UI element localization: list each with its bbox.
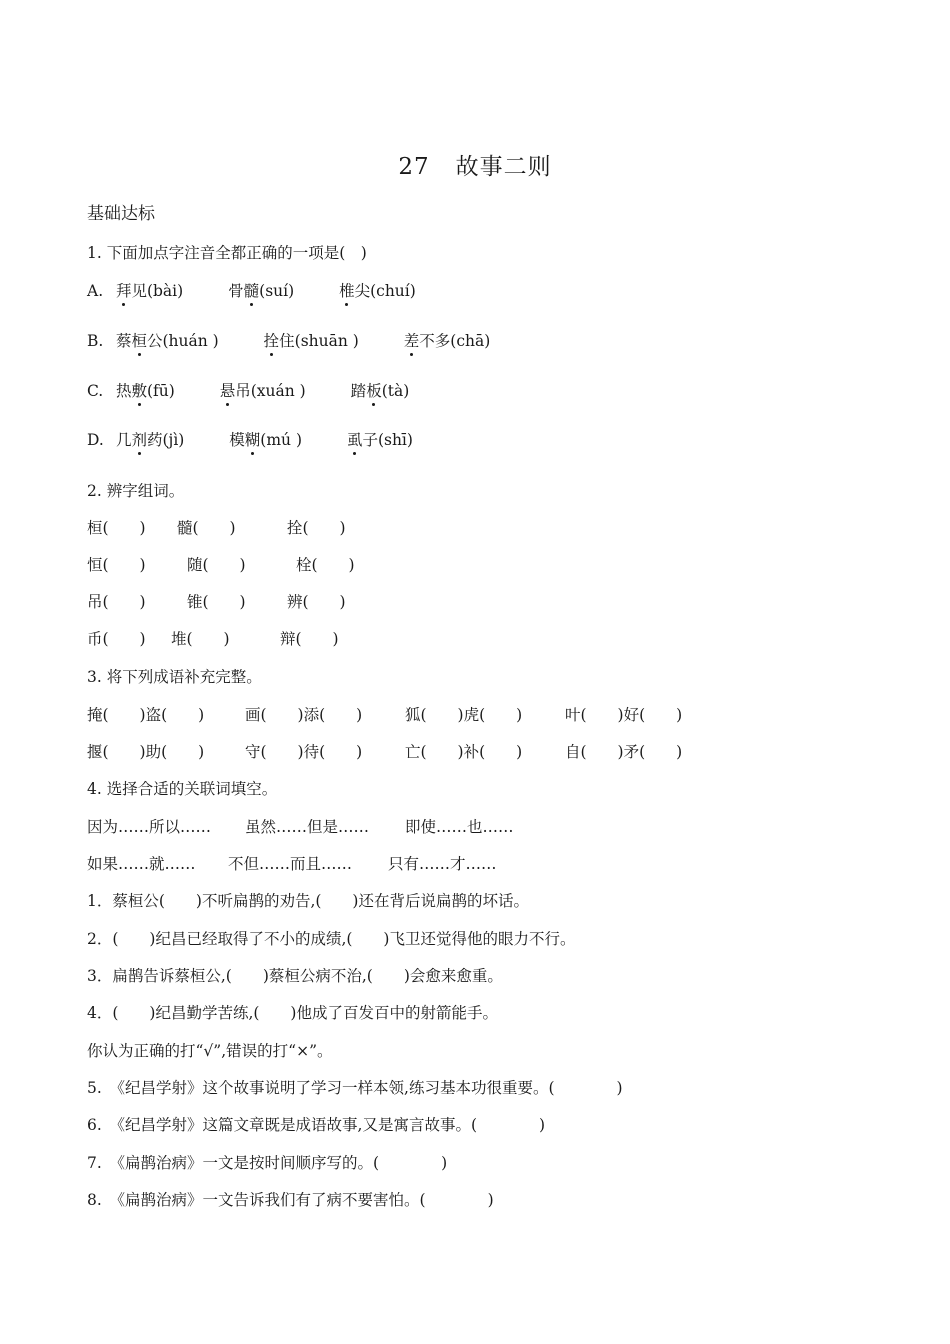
q3-stem: 3. 将下列成语补充完整。 [87, 668, 262, 686]
idiom-blank: 自( )矛( ) [565, 743, 683, 761]
option-item: 几剂药(jì) [115, 431, 185, 449]
option-label: B. [87, 332, 104, 350]
option-item: 骨髓(suí) [228, 282, 295, 300]
word-blank: 锥( ) [187, 593, 246, 611]
q2-stem: 2. 辨字组词。 [87, 482, 185, 500]
idiom-blank: 亡( )补( ) [405, 743, 523, 761]
q1-option-d [87, 429, 413, 451]
option-label: C. [87, 382, 104, 400]
judgement-item: 7. 《扁鹊治病》一文是按时间顺序写的。( ) [87, 1154, 448, 1172]
option-item: 拜见(bài) [115, 282, 184, 300]
idiom-blank: 狐( )虎( ) [405, 706, 523, 724]
idiom-blank: 画( )添( ) [245, 706, 363, 724]
conjunction-option: 如果……就…… [87, 855, 196, 873]
conjunction-option: 只有……才…… [388, 855, 497, 873]
idiom-blank: 叶( )好( ) [565, 706, 683, 724]
word-blank: 堆( ) [171, 630, 230, 648]
conjunction-option: 因为……所以…… [87, 818, 212, 836]
option-label: A. [87, 282, 104, 300]
conjunction-option: 即使……也…… [405, 818, 514, 836]
page-title [0, 148, 950, 181]
word-blank: 髓( ) [177, 519, 236, 537]
option-label: D. [87, 431, 104, 449]
q4-stem: 4. 选择合适的关联词填空。 [87, 780, 278, 798]
word-blank: 桓( ) [87, 519, 146, 537]
judgement-item: 6. 《纪昌学射》这篇文章既是成语故事,又是寓言故事。( ) [87, 1116, 546, 1134]
word-blank: 恒( ) [87, 556, 146, 574]
q1-option-a [87, 280, 416, 302]
idiom-blank: 揠( )助( ) [87, 743, 205, 761]
option-item: 模糊(mú ) [229, 431, 302, 449]
lesson-title: 故事二则 [455, 154, 552, 180]
word-blank: 币( ) [87, 630, 146, 648]
option-item: 椎尖(chuí) [339, 282, 416, 300]
option-item: 热敷(fū) [115, 382, 175, 400]
word-blank: 随( ) [187, 556, 246, 574]
option-item: 差不多(chā) [403, 332, 491, 350]
idiom-blank: 掩( )盗( ) [87, 706, 205, 724]
option-item: 踏板(tà) [350, 382, 410, 400]
option-item: 虱子(shī) [346, 431, 413, 449]
q1-stem: 1. 下面加点字注音全都正确的一项是( ) [87, 244, 367, 262]
word-blank: 栓( ) [296, 556, 355, 574]
q4-item: 1．蔡桓公( )不听扁鹊的劝告,( )还在背后说扁鹊的坏话。 [87, 892, 529, 910]
q4-item: 3．扁鹊告诉蔡桓公,( )蔡桓公病不治,( )会愈来愈重。 [87, 967, 503, 985]
judgement-item: 8. 《扁鹊治病》一文告诉我们有了病不要害怕。( ) [87, 1191, 494, 1209]
section-heading: 基础达标 [87, 204, 155, 224]
option-item: 悬吊(xuán ) [219, 382, 306, 400]
q4-item: 4．( )纪昌勤学苦练,( )他成了百发百中的射箭能手。 [87, 1004, 498, 1022]
option-item: 蔡桓公(huán ) [115, 332, 219, 350]
word-blank: 拴( ) [287, 519, 346, 537]
lesson-number: 27 [398, 154, 430, 180]
judgement-item: 5. 《纪昌学射》这个故事说明了学习一样本领,练习基本功很重要。( ) [87, 1079, 623, 1097]
conjunction-option: 不但……而且…… [228, 855, 353, 873]
idiom-blank: 守( )待( ) [245, 743, 363, 761]
q1-option-b [87, 330, 490, 352]
word-blank: 辩( ) [280, 630, 339, 648]
word-blank: 辨( ) [287, 593, 346, 611]
conjunction-option: 虽然……但是…… [245, 818, 370, 836]
q5-stem: 你认为正确的打“√”,错误的打“×”。 [87, 1042, 333, 1060]
option-item: 拴住(shuān ) [263, 332, 359, 350]
q1-option-c [87, 380, 409, 402]
q4-item: 2．( )纪昌已经取得了不小的成绩,( )飞卫还觉得他的眼力不行。 [87, 930, 576, 948]
word-blank: 吊( ) [87, 593, 146, 611]
